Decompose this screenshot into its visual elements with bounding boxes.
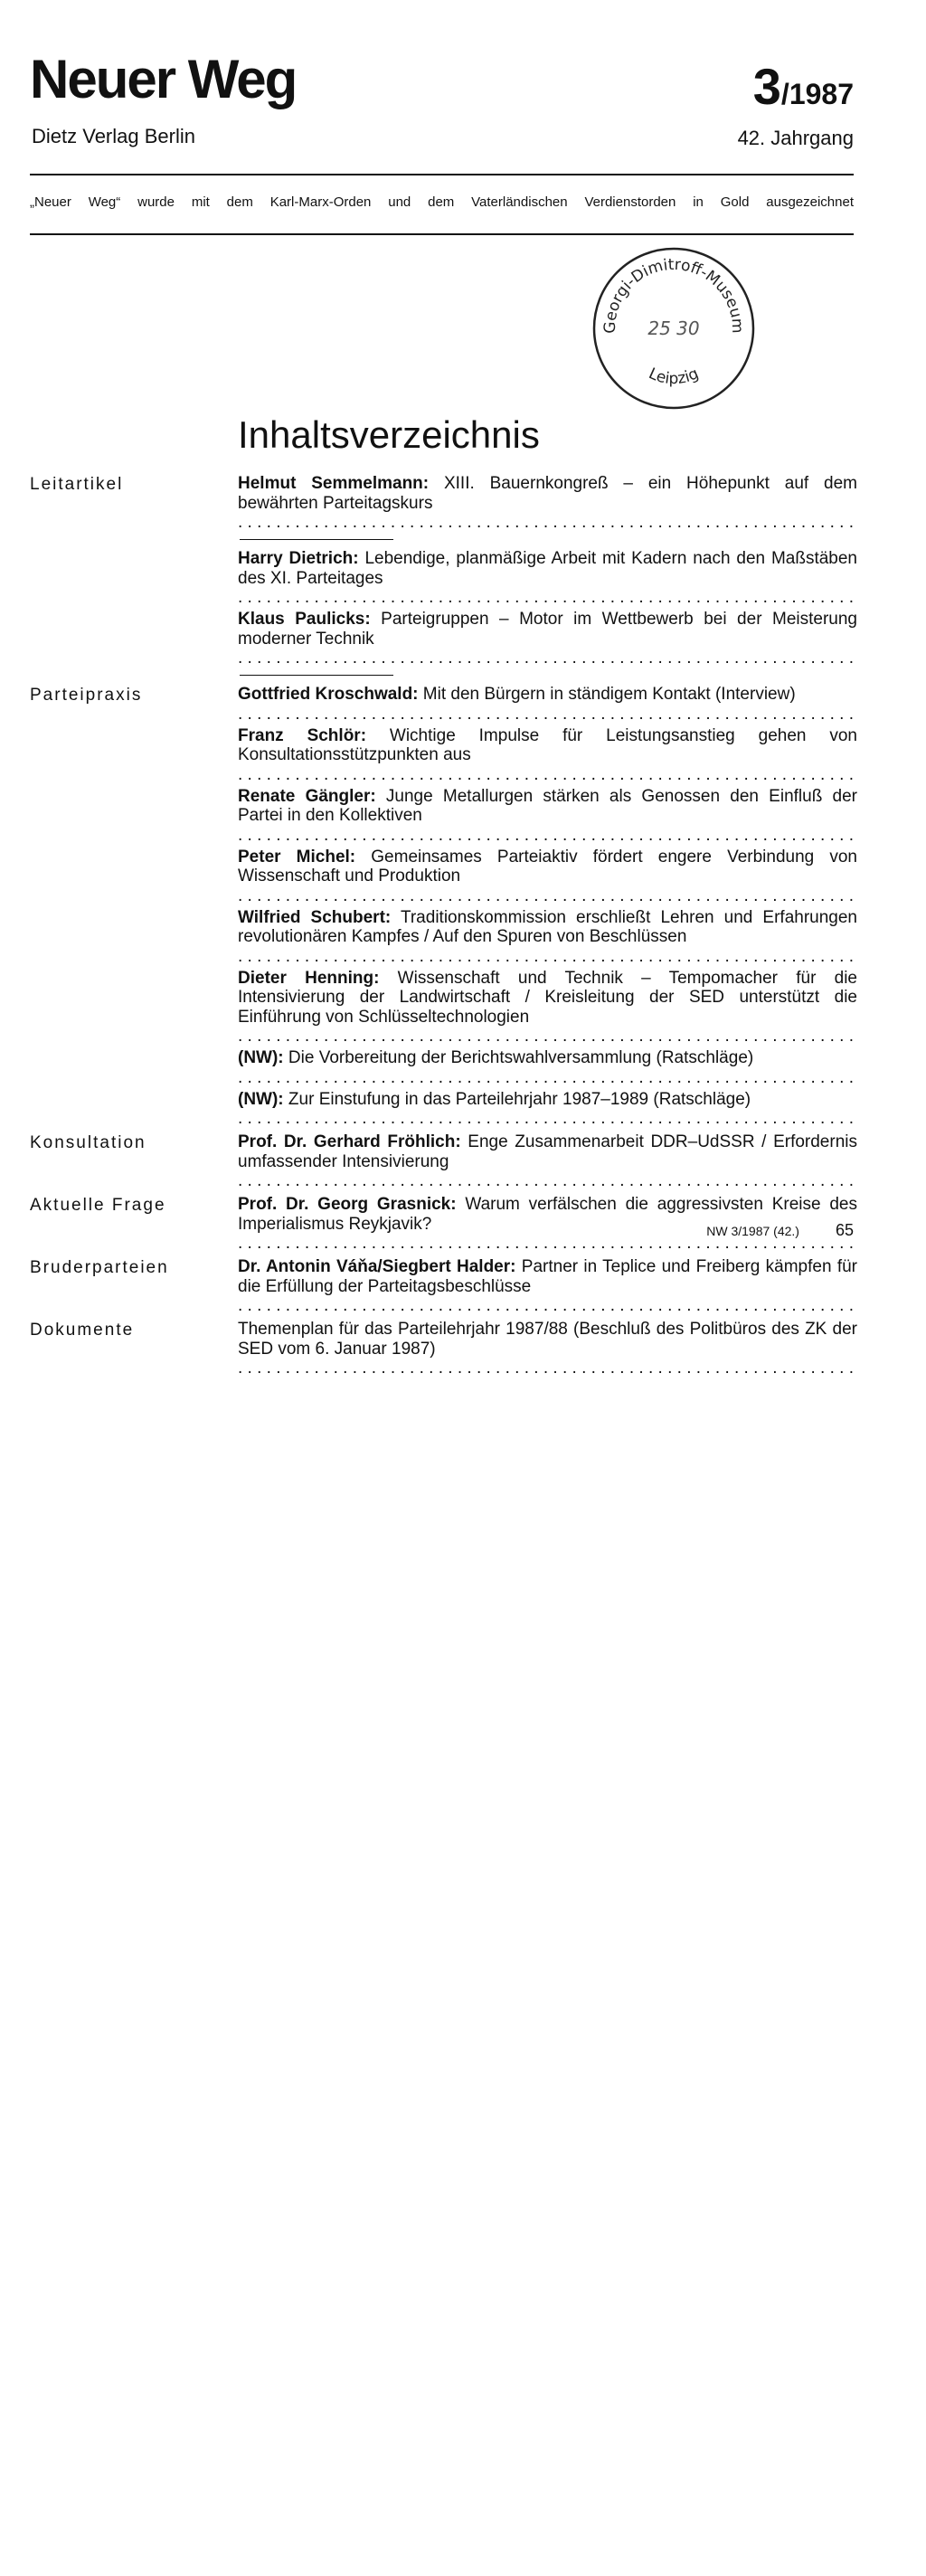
section-label: Aktuelle Frage — [30, 1196, 166, 1215]
entry-author: (NW): — [238, 1048, 284, 1067]
section-label: Leitartikel — [30, 475, 124, 494]
entry-author: Franz Schlör: — [238, 725, 367, 745]
entry-author: Prof. Dr. Georg Grasnick: — [238, 1195, 457, 1214]
entry-author: Klaus Paulicks: — [238, 610, 371, 629]
entry-list — [238, 1132, 857, 1190]
table-of-contents — [30, 474, 857, 1382]
entry-list — [238, 685, 857, 1128]
entry-author: Dieter Henning: — [238, 968, 380, 988]
stamp-text-bottom: Leipzig — [646, 365, 702, 389]
entry-title: Gemeinsames Parteiaktiv fördert engere Verbindung von Wissenschaft und Produktion — [238, 847, 857, 886]
stamp-text-top: Georgi-Dimitroff-Museum — [600, 255, 747, 334]
section-label: Dokumente — [30, 1321, 135, 1340]
museum-stamp — [588, 242, 760, 414]
header-rule-bottom — [30, 233, 854, 235]
entry-title: Warum verfälschen die aggressivsten Kreise des Imperialismus Reykjavik? — [238, 1195, 857, 1234]
entry-title: XIII. Bauernkongreß – ein Höhepunkt auf dem bewährten Parteitagskurs — [238, 474, 858, 513]
toc-section — [30, 1257, 857, 1315]
entry-title: Wichtige Impulse für Leistungsanstieg gehen von Konsultationsstützpunkten aus — [238, 725, 857, 764]
entry-list — [238, 549, 857, 668]
entry-list — [238, 1257, 857, 1315]
footer-page-number: 65 — [835, 1221, 854, 1239]
toc-entry[interactable] — [238, 474, 857, 532]
entry-title: Mit den Bürgern in ständigem Kontakt (Interview) — [422, 685, 796, 704]
entry-title: Partner in Teplice und Freiberg kämpfen für die Erfüllung der Parteitagsbeschlüsse — [238, 1257, 858, 1296]
toc-entry[interactable] — [238, 610, 857, 668]
entry-title: Wissenschaft und Technik – Tempomacher für die Intensivierung der Landwirtschaft / Kreisleitung der SED unterstützt die Einführung von Schlüsseltechnologien — [238, 968, 858, 1027]
entry-title: Themenplan für das Parteilehrjahr 1987/88 (Beschluß des Politbüros des ZK der SED vom 6. Januar 1987) — [238, 1320, 857, 1359]
entry-author: Wilfried Schubert: — [238, 907, 392, 927]
entry-list — [238, 1320, 857, 1378]
entry-title: Die Vorbereitung der Berichtswahlversammlung (Ratschläge) — [288, 1048, 754, 1067]
entry-title: Parteigruppen – Motor im Wettbewerb bei der Meisterung moderner Technik — [238, 610, 857, 649]
toc-section — [30, 1320, 857, 1378]
section-label: Konsultation — [30, 1133, 146, 1152]
toc-section — [30, 1132, 857, 1190]
issue-number — [752, 58, 854, 115]
footer — [706, 1221, 854, 1240]
entry-author: (NW): — [238, 1089, 284, 1109]
issue-num: 3 — [752, 58, 781, 115]
footer-ref: NW 3/1987 (42.) — [706, 1224, 799, 1238]
toc-entry[interactable] — [238, 1132, 857, 1190]
toc-section — [30, 474, 857, 532]
toc-heading: Inhaltsverzeichnis — [238, 413, 540, 456]
entry-author: Helmut Semmelmann: — [238, 474, 430, 493]
award-line: „Neuer Weg“ wurde mit dem Karl-Marx-Orden und dem Vaterländischen Verdienstorden in Gold ausgezeichnet — [30, 194, 854, 210]
entry-title: Junge Metallurgen stärken als Genossen den Einfluß der Partei in den Kollektiven — [238, 786, 857, 825]
entry-author: Renate Gängler: — [238, 786, 376, 806]
stamp-inventory: 25 30 — [647, 317, 700, 339]
entry-page-number — [30, 1320, 926, 2576]
publisher: Dietz Verlag Berlin — [32, 125, 195, 147]
entry-author: Harry Dietrich: — [238, 549, 359, 568]
toc-entry[interactable] — [238, 1090, 857, 1129]
toc-entry[interactable] — [238, 1257, 857, 1315]
entry-title: Enge Zusammenarbeit DDR–UdSSR / Erfordernis umfassender Intensivierung — [238, 1132, 857, 1171]
entry-title: Lebendige, planmäßige Arbeit mit Kadern nach den Maßstäben des XI. Parteitages — [238, 549, 857, 588]
header-rule-top — [30, 174, 854, 175]
magazine-title: Neuer Weg — [30, 49, 297, 109]
section-label: Bruderparteien — [30, 1258, 169, 1277]
section-label: Parteipraxis — [30, 686, 143, 705]
toc-section — [30, 549, 857, 668]
entry-author: Dr. Antonin Váňa/Siegbert Halder: — [238, 1257, 516, 1276]
entry-author: Prof. Dr. Gerhard Fröhlich: — [238, 1132, 461, 1151]
entry-title: Traditionskommission erschließt Lehren und Erfahrungen revolutionären Kampfes / Auf den Spuren von Beschlüssen — [238, 907, 857, 946]
toc-section — [30, 685, 857, 1128]
issue-year: /1987 — [780, 78, 854, 110]
entry-title: Zur Einstufung in das Parteilehrjahr 1987–1989 (Ratschläge) — [288, 1089, 751, 1109]
entry-list — [238, 474, 857, 532]
toc-entry[interactable] — [238, 1320, 857, 1378]
entry-author: Peter Michel: — [238, 847, 356, 867]
entry-author: Gottfried Kroschwald: — [238, 685, 419, 704]
volume: 42. Jahrgang — [737, 127, 854, 149]
